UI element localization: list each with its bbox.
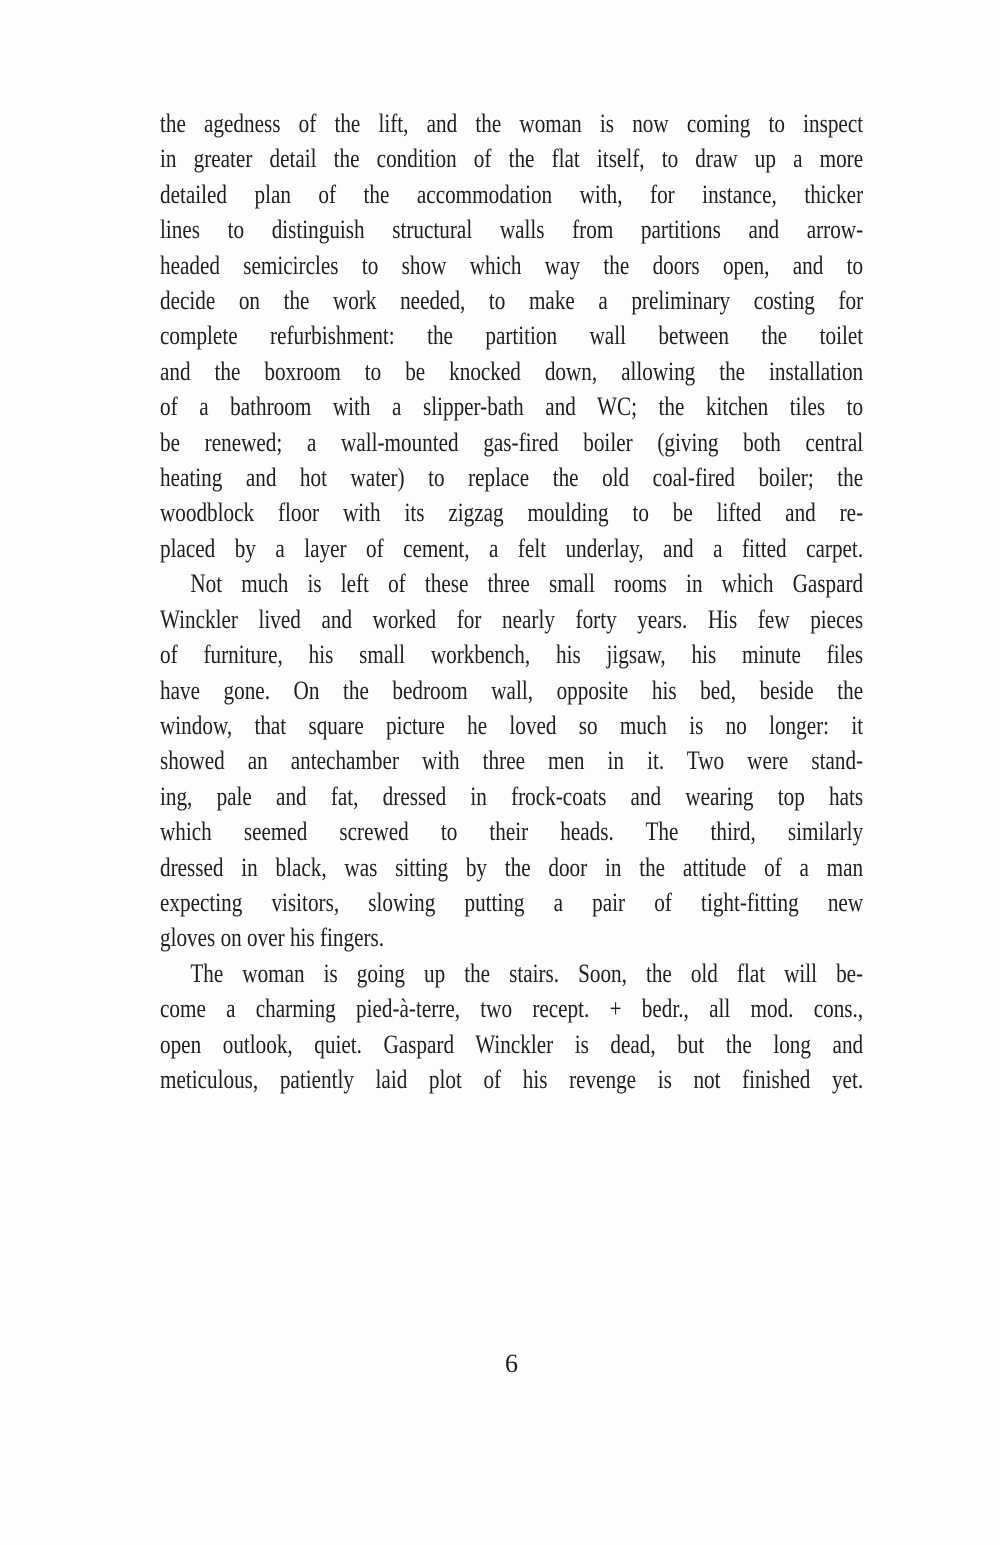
text-line: headed semicircles to show which way the doors open, and to xyxy=(160,249,864,280)
text-line: be renewed; a wall-mounted gas-fired boiler (giving both central xyxy=(160,426,864,457)
text-line: Winckler lived and worked for nearly forty years. His few pieces xyxy=(160,603,864,634)
text-line: Not much is left of these three small rooms in which Gaspard xyxy=(190,568,864,599)
text-line: dressed in black, was sitting by the door in the attitude of a man xyxy=(160,851,864,882)
text-line: detailed plan of the accommodation with, for instance, thicker xyxy=(160,178,864,209)
text-line: open outlook, quiet. Gaspard Winckler is dead, but the long and xyxy=(160,1028,864,1059)
text-line: expecting visitors, slowing putting a pair of tight-fitting new xyxy=(160,886,864,917)
text-line: which seemed screwed to their heads. The third, similarly xyxy=(160,816,864,847)
text-line: heating and hot water) to replace the old coal-fired boiler; the xyxy=(160,462,864,493)
text-line: of furniture, his small workbench, his jigsaw, his minute files xyxy=(160,639,864,670)
text-line: window, that square picture he loved so much is no longer: it xyxy=(160,709,864,740)
text-line: meticulous, patiently laid plot of his revenge is not finished yet. xyxy=(160,1063,864,1094)
text-line: ing, pale and fat, dressed in frock-coats and wearing top hats xyxy=(160,780,864,811)
text-line: lines to distinguish structural walls from partitions and arrow- xyxy=(160,214,864,245)
text-line: and the boxroom to be knocked down, allowing the installation xyxy=(160,355,864,386)
text-line: complete refurbishment: the partition wall between the toilet xyxy=(160,320,864,351)
text-line: decide on the work needed, to make a preliminary costing for xyxy=(160,285,864,316)
text-line: woodblock floor with its zigzag moulding to be lifted and re- xyxy=(160,497,864,528)
text-line: showed an antechamber with three men in it. Two were stand- xyxy=(160,745,864,776)
text-line: the agedness of the lift, and the woman is now coming to inspect xyxy=(160,108,864,138)
text-line: The woman is going up the stairs. Soon, the old flat will be- xyxy=(190,957,864,988)
text-block xyxy=(160,106,863,1097)
text-line: gloves on over his fingers. xyxy=(160,922,385,953)
text-line: have gone. On the bedroom wall, opposite his bed, beside the xyxy=(160,674,864,705)
text-line: in greater detail the condition of the flat itself, to draw up a more xyxy=(160,143,864,174)
text-line: of a bathroom with a slipper-bath and WC; the kitchen tiles to xyxy=(160,391,864,422)
paragraph xyxy=(160,956,863,1098)
paragraph xyxy=(160,566,863,955)
page-number: 6 xyxy=(505,1349,518,1378)
paragraph xyxy=(160,106,863,566)
text-line: come a charming pied-à-terre, two recept. + bedr., all mod. cons., xyxy=(160,993,864,1024)
text-line: placed by a layer of cement, a felt underlay, and a fitted carpet. xyxy=(160,532,864,563)
